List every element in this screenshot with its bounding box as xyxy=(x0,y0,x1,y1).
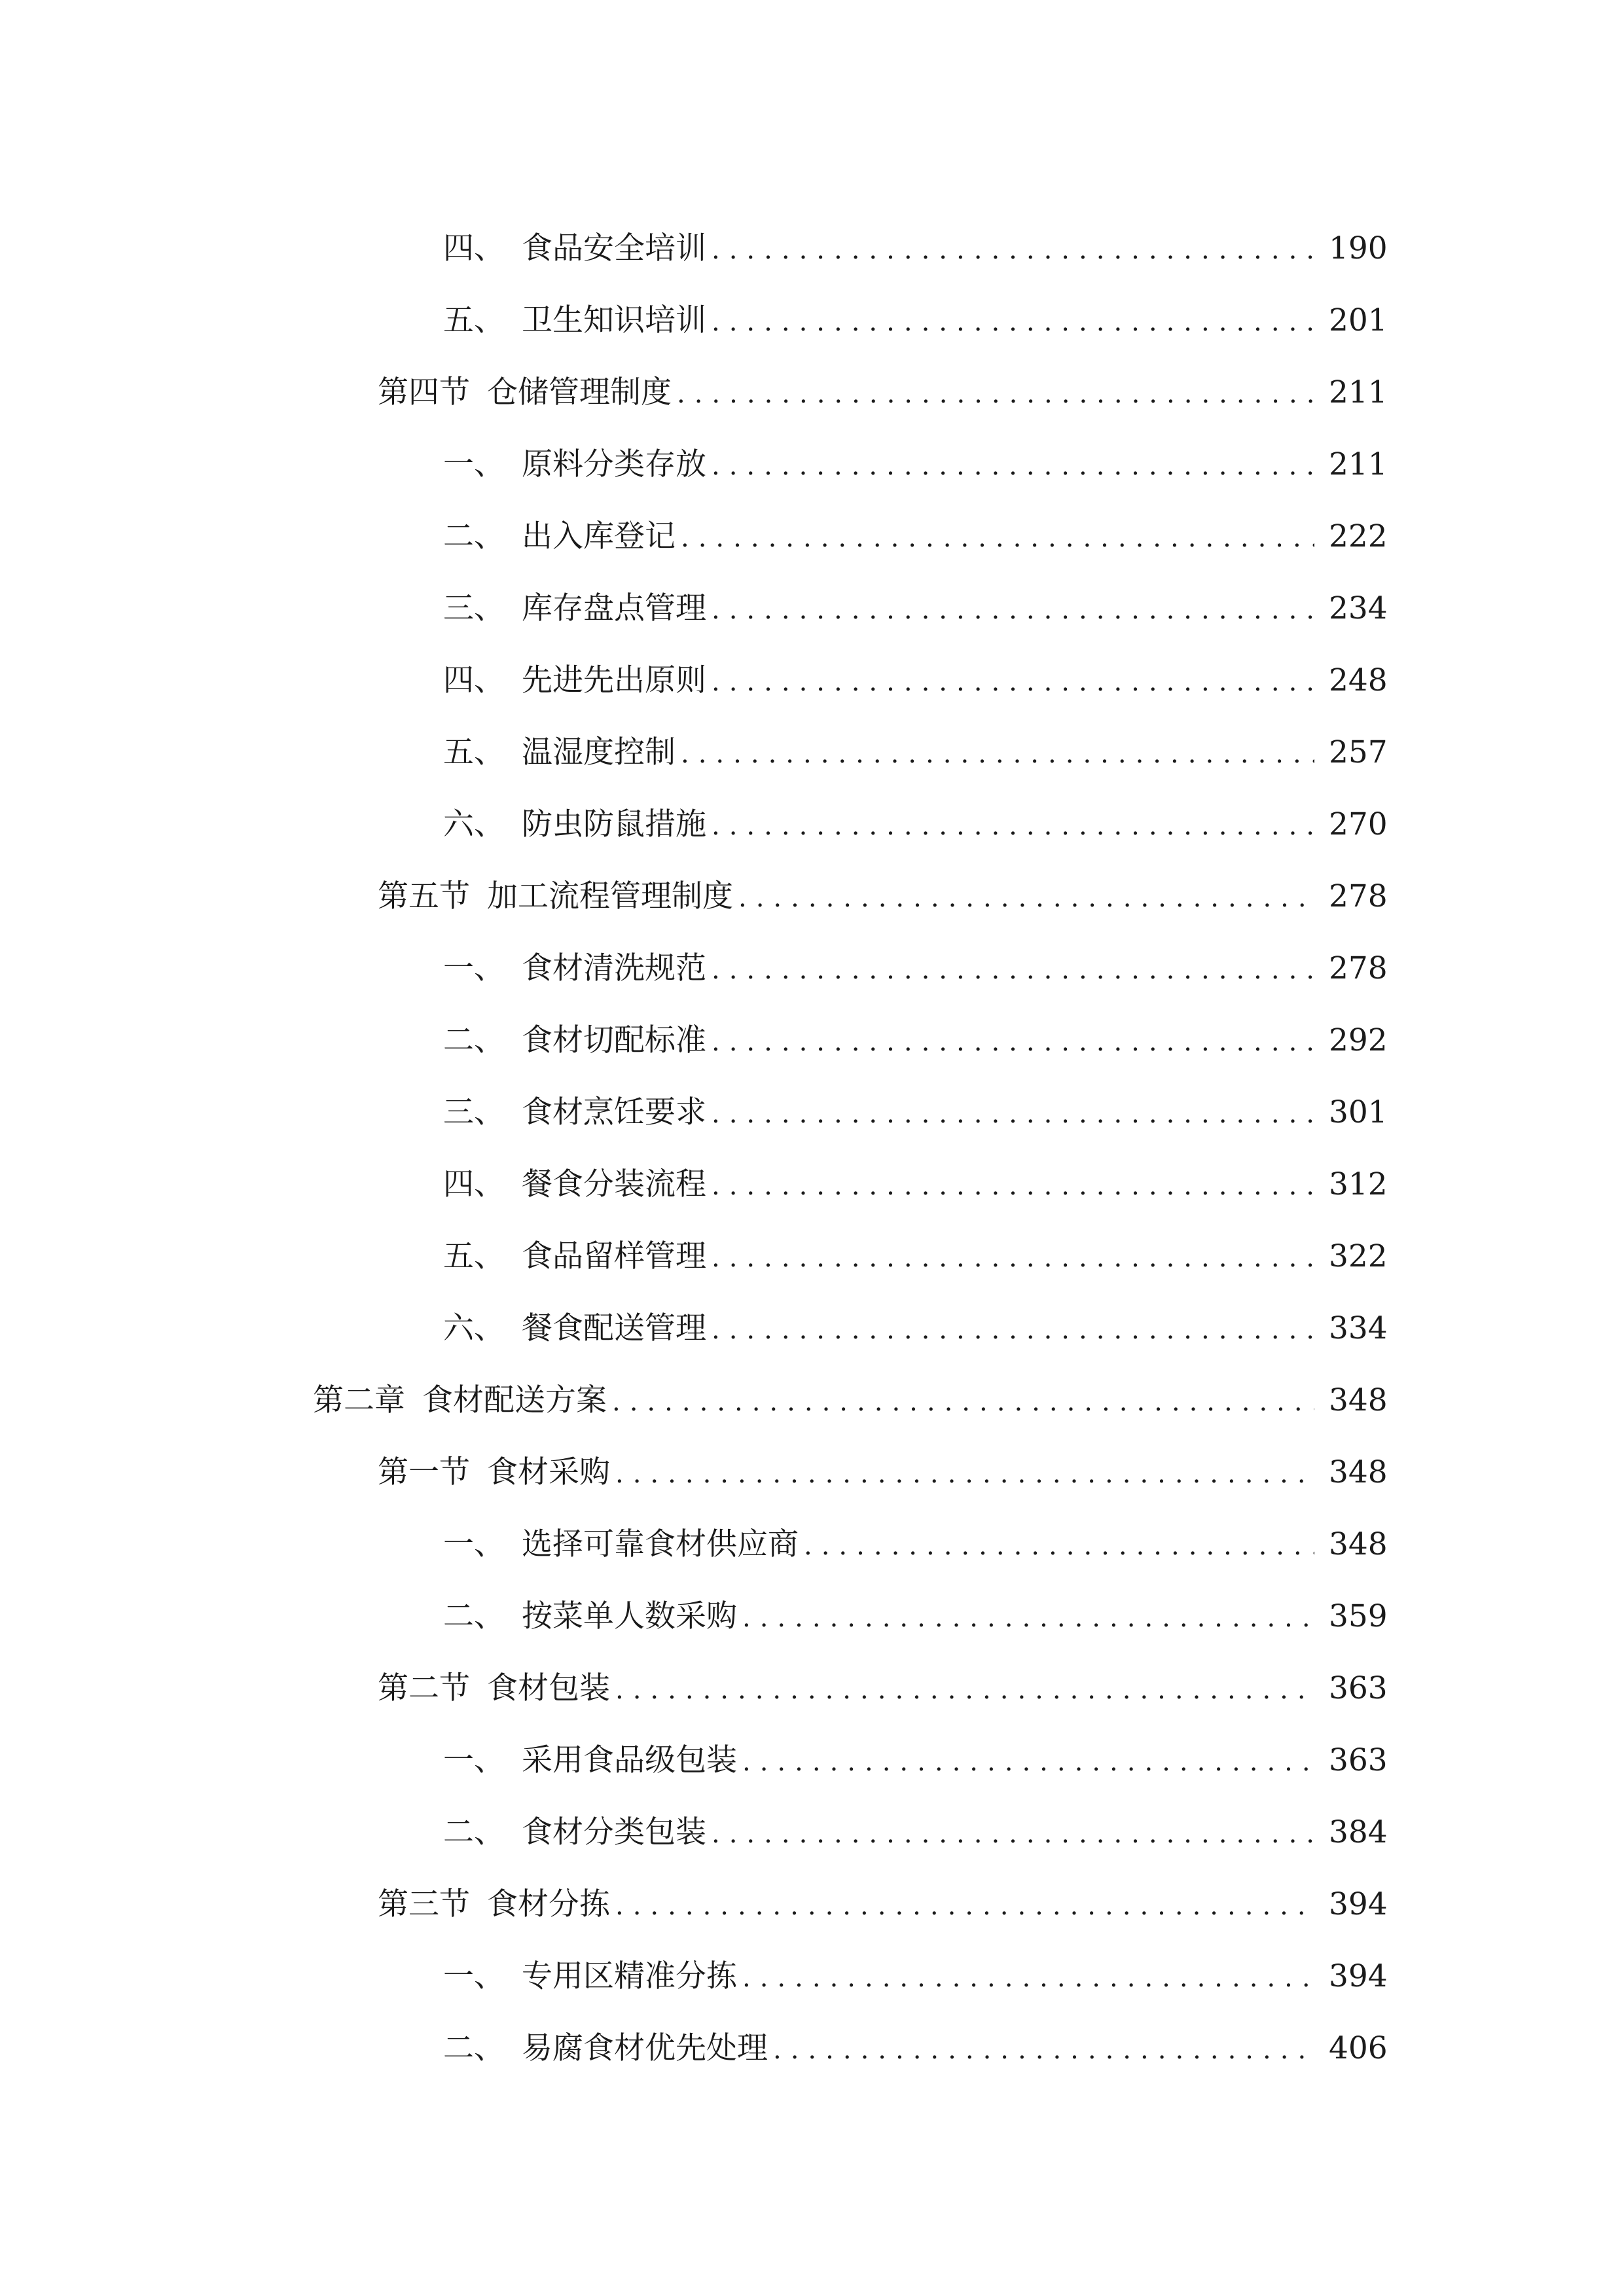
toc-entry-page: 211 xyxy=(1329,374,1388,410)
toc-entry-title: 食材烹饪要求 xyxy=(522,1094,706,1130)
toc-entry-page: 248 xyxy=(1329,662,1388,698)
toc-entry-title: 出入库登记 xyxy=(522,518,676,554)
toc-entry-title: 食材分类包装 xyxy=(522,1814,706,1850)
toc-entry[interactable] xyxy=(443,301,1388,340)
toc-leader-dots xyxy=(712,1814,1314,1854)
toc-entry[interactable] xyxy=(443,2029,1388,2068)
toc-entry-title: 防虫防鼠措施 xyxy=(522,806,706,842)
toc-leader-dots xyxy=(712,1094,1314,1134)
toc-leader-dots xyxy=(712,1022,1314,1062)
toc-entry-number: 四、 xyxy=(443,1166,505,1202)
toc-entry[interactable] xyxy=(443,517,1388,556)
toc-leader-dots xyxy=(712,806,1314,846)
toc-entry-page: 359 xyxy=(1329,1598,1388,1634)
toc-entry-number: 一、 xyxy=(443,1958,505,1994)
toc-entry-title: 先进先出原则 xyxy=(522,662,706,698)
toc-entry-number: 六、 xyxy=(443,806,505,842)
toc-entry-number: 六、 xyxy=(443,1310,505,1346)
toc-entry-page: 270 xyxy=(1329,806,1388,842)
toc-entry-number: 一、 xyxy=(443,1526,505,1562)
toc-entry[interactable] xyxy=(443,733,1388,772)
toc-entry[interactable] xyxy=(378,1669,1388,1708)
toc-entry-number: 五、 xyxy=(443,302,505,338)
toc-entry-number: 三、 xyxy=(443,1094,505,1130)
toc-entry-title: 加工流程管理制度 xyxy=(487,878,733,914)
toc-entry-title: 食材分拣 xyxy=(487,1886,610,1922)
toc-entry-page: 348 xyxy=(1329,1526,1388,1562)
toc-leader-dots xyxy=(712,1238,1314,1278)
toc-entry-page: 334 xyxy=(1329,1310,1388,1346)
toc-entry-number: 二、 xyxy=(443,1598,505,1634)
toc-entry-title: 食材切配标准 xyxy=(522,1022,706,1058)
toc-entry-number: 四、 xyxy=(443,662,505,698)
toc-entry-title: 餐食分装流程 xyxy=(522,1166,706,1202)
toc-entry-title: 按菜单人数采购 xyxy=(522,1598,737,1634)
toc-leader-dots xyxy=(612,1382,1314,1422)
toc-leader-dots xyxy=(773,2030,1314,2070)
toc-entry-number: 第一节 xyxy=(378,1454,470,1490)
toc-entry-page: 190 xyxy=(1329,230,1388,266)
toc-entry-title: 卫生知识培训 xyxy=(522,302,706,338)
toc-entry[interactable] xyxy=(443,445,1388,484)
toc-entry[interactable] xyxy=(443,1813,1388,1852)
toc-leader-dots xyxy=(681,734,1314,774)
toc-entry-title: 原料分类存放 xyxy=(522,446,706,482)
toc-entry-page: 312 xyxy=(1329,1166,1388,1202)
toc-entry-title: 库存盘点管理 xyxy=(522,590,706,626)
toc-leader-dots xyxy=(615,1670,1314,1710)
toc-entry-page: 234 xyxy=(1329,590,1388,626)
toc-leader-dots xyxy=(615,1454,1314,1494)
toc-leader-dots xyxy=(738,878,1314,918)
toc-leader-dots xyxy=(677,374,1314,414)
toc-entry-title: 采用食品级包装 xyxy=(522,1742,737,1778)
toc-entry-number: 第二章 xyxy=(313,1382,405,1418)
toc-entry[interactable] xyxy=(443,805,1388,844)
toc-entry-title: 食材配送方案 xyxy=(422,1382,607,1418)
toc-entry[interactable] xyxy=(443,589,1388,628)
toc-entry-number: 五、 xyxy=(443,734,505,770)
toc-entry-number: 二、 xyxy=(443,518,505,554)
toc-entry-page: 394 xyxy=(1329,1886,1388,1922)
toc-entry-page: 211 xyxy=(1329,446,1388,482)
toc-entry-page: 384 xyxy=(1329,1814,1388,1850)
toc-leader-dots xyxy=(712,950,1314,990)
toc-leader-dots xyxy=(681,518,1314,558)
toc-entry-page: 322 xyxy=(1329,1238,1388,1274)
toc-entry-number: 一、 xyxy=(443,950,505,986)
toc-entry-title: 食品留样管理 xyxy=(522,1238,706,1274)
toc-entry-page: 363 xyxy=(1329,1670,1388,1706)
toc-entry-number: 第三节 xyxy=(378,1886,470,1922)
toc-entry[interactable] xyxy=(443,1597,1388,1636)
toc-leader-dots xyxy=(712,230,1314,270)
toc-entry[interactable] xyxy=(443,229,1388,268)
toc-entry-page: 348 xyxy=(1329,1382,1388,1418)
toc-entry[interactable] xyxy=(443,1237,1388,1276)
toc-leader-dots xyxy=(742,1598,1314,1638)
toc-entry[interactable] xyxy=(443,1021,1388,1060)
toc-entry-number: 一、 xyxy=(443,1742,505,1778)
toc-entry[interactable] xyxy=(443,949,1388,988)
toc-entry-page: 301 xyxy=(1329,1094,1388,1130)
toc-leader-dots xyxy=(712,1310,1314,1350)
toc-entry[interactable] xyxy=(313,1381,1388,1420)
toc-entry[interactable] xyxy=(443,1525,1388,1564)
toc-leader-dots xyxy=(804,1526,1314,1566)
toc-entry-page: 257 xyxy=(1329,734,1388,770)
toc-entry[interactable] xyxy=(443,1741,1388,1780)
toc-entry-title: 餐食配送管理 xyxy=(522,1310,706,1346)
toc-entry-number: 第二节 xyxy=(378,1670,470,1706)
toc-entry-number: 四、 xyxy=(443,230,505,266)
toc-leader-dots xyxy=(712,446,1314,486)
toc-leader-dots xyxy=(712,662,1314,702)
toc-entry-title: 仓储管理制度 xyxy=(487,374,672,410)
toc-entry-title: 食材清洗规范 xyxy=(522,950,706,986)
toc-entry-number: 二、 xyxy=(443,1814,505,1850)
toc-entry-page: 278 xyxy=(1329,878,1388,914)
toc-entry-number: 三、 xyxy=(443,590,505,626)
toc-entry[interactable] xyxy=(443,1957,1388,1996)
toc-entry[interactable] xyxy=(443,1093,1388,1132)
toc-entry-page: 222 xyxy=(1329,518,1388,554)
toc-entry-page: 292 xyxy=(1329,1022,1388,1058)
toc-leader-dots xyxy=(742,1958,1314,1998)
toc-entry-page: 201 xyxy=(1329,302,1388,338)
toc-entry-title: 食品安全培训 xyxy=(522,230,706,266)
toc-entry-page: 363 xyxy=(1329,1742,1388,1778)
toc-entry-title: 选择可靠食材供应商 xyxy=(522,1526,799,1562)
toc-entry[interactable] xyxy=(443,1165,1388,1204)
toc-leader-dots xyxy=(712,590,1314,630)
toc-entry-title: 专用区精准分拣 xyxy=(522,1958,737,1994)
toc-entry-number: 二、 xyxy=(443,2030,505,2066)
toc-entry-page: 278 xyxy=(1329,950,1388,986)
toc-entry[interactable] xyxy=(378,1453,1388,1492)
toc-entry-title: 易腐食材优先处理 xyxy=(522,2030,768,2066)
toc-entry-title: 食材采购 xyxy=(487,1454,610,1490)
toc-leader-dots xyxy=(712,302,1314,342)
toc-entry[interactable] xyxy=(443,1309,1388,1348)
toc-entry-number: 五、 xyxy=(443,1238,505,1274)
toc-entry-number: 一、 xyxy=(443,446,505,482)
toc-leader-dots xyxy=(712,1166,1314,1206)
toc-entry[interactable] xyxy=(443,661,1388,700)
toc-entry-number: 第四节 xyxy=(378,374,470,410)
toc-entry-page: 406 xyxy=(1329,2030,1388,2066)
toc-entry-page: 348 xyxy=(1329,1454,1388,1490)
toc-entry-title: 食材包装 xyxy=(487,1670,610,1706)
toc-leader-dots xyxy=(615,1886,1314,1926)
toc-entry[interactable] xyxy=(378,373,1388,412)
toc-entry-title: 温湿度控制 xyxy=(522,734,676,770)
toc-entry-page: 394 xyxy=(1329,1958,1388,1994)
toc-entry[interactable] xyxy=(378,1885,1388,1924)
toc-entry-number: 第五节 xyxy=(378,878,470,914)
toc-entry[interactable] xyxy=(378,877,1388,916)
toc-entry-number: 二、 xyxy=(443,1022,505,1058)
toc-leader-dots xyxy=(742,1742,1314,1782)
